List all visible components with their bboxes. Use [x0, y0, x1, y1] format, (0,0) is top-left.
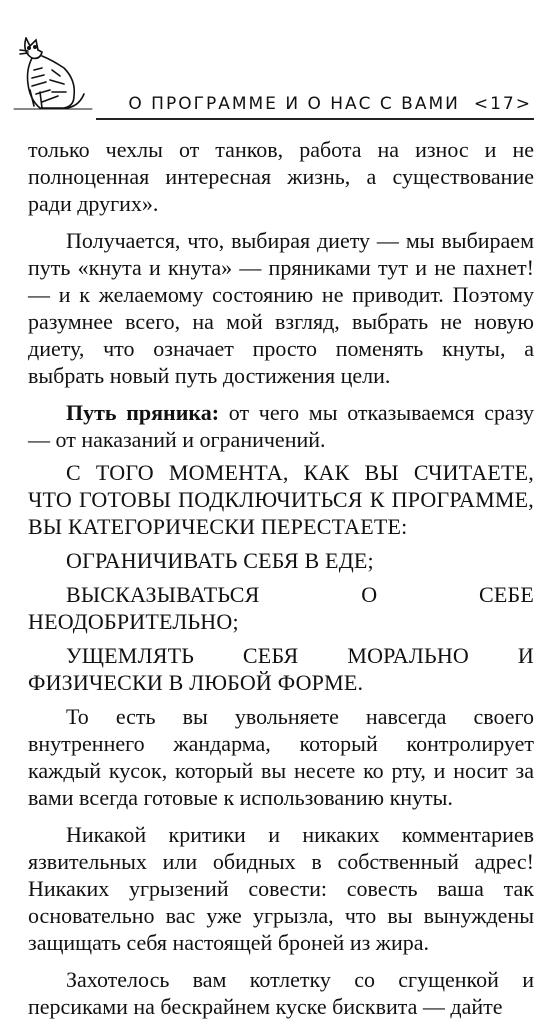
caps-block — [28, 459, 534, 696]
body-text — [28, 136, 534, 1030]
running-head-title: О ПРОГРАММЕ И О НАС С ВАМИ — [128, 94, 460, 114]
paragraph-2: Получается, что, выбирая диету — мы выбираем путь «кнута и кнута» — пряниками тут и не пахнет! — и к желаемому состоянию не приводит. Поэтому разумнее всего, на мой взгляд, выбрать не новую диету, что означает просто поменять кнуты, а выбрать новый путь достижения цели. — [28, 228, 534, 388]
cat-illustration-icon — [12, 30, 94, 112]
paragraph-3 — [28, 399, 534, 453]
running-head — [128, 94, 532, 114]
paragraph-6: Захотелось вам котлетку со сгущенкой и персиками на бескрайнем куске бисквита — дайте — [28, 967, 534, 1019]
paragraph-3-bold-lead: Путь пряника: — [66, 400, 220, 425]
paragraph-5: Никакой критики и никаких комментариев язвительных или обидных в собственный адрес! Никаких угрызений совести: совесть ваша так основательно вас уже угрызла, что вы вынуждены защищать себя настоящей броней из жира. — [28, 822, 534, 955]
paragraph-3-rest: от чего мы отказываемся сразу — от наказаний и ограничений. — [28, 400, 534, 452]
caps-paragraph-3: ВЫСКАЗЫВАТЬСЯ О СЕБЕ НЕОДОБРИТЕЛЬНО; — [28, 582, 534, 634]
paragraph-1: только чехлы от танков, работа на износ и не полноценная интересная жизнь, а существование ради других». — [28, 137, 534, 216]
header-rule — [96, 118, 534, 120]
caps-paragraph-1: С ТОГО МОМЕНТА, КАК ВЫ СЧИТАЕТЕ, ЧТО ГОТОВЫ ПОДКЛЮЧИТЬСЯ К ПРОГРАММЕ, ВЫ КАТЕГОРИЧЕСКИ ПЕРЕСТАЕТЕ: — [28, 460, 534, 539]
page-number: <17> — [473, 94, 532, 114]
paragraph-4: То есть вы увольняете навсегда своего внутреннего жандарма, который контролирует каждый кусок, который вы несете ко рту, и носит за вами всегда готовые к использованию кнуты. — [28, 704, 534, 810]
caps-paragraph-2: ОГРАНИЧИВАТЬ СЕБЯ В ЕДЕ; — [66, 548, 374, 573]
caps-paragraph-4: УЩЕМЛЯТЬ СЕБЯ МОРАЛЬНО И ФИЗИЧЕСКИ В ЛЮБОЙ ФОРМЕ. — [28, 643, 534, 695]
